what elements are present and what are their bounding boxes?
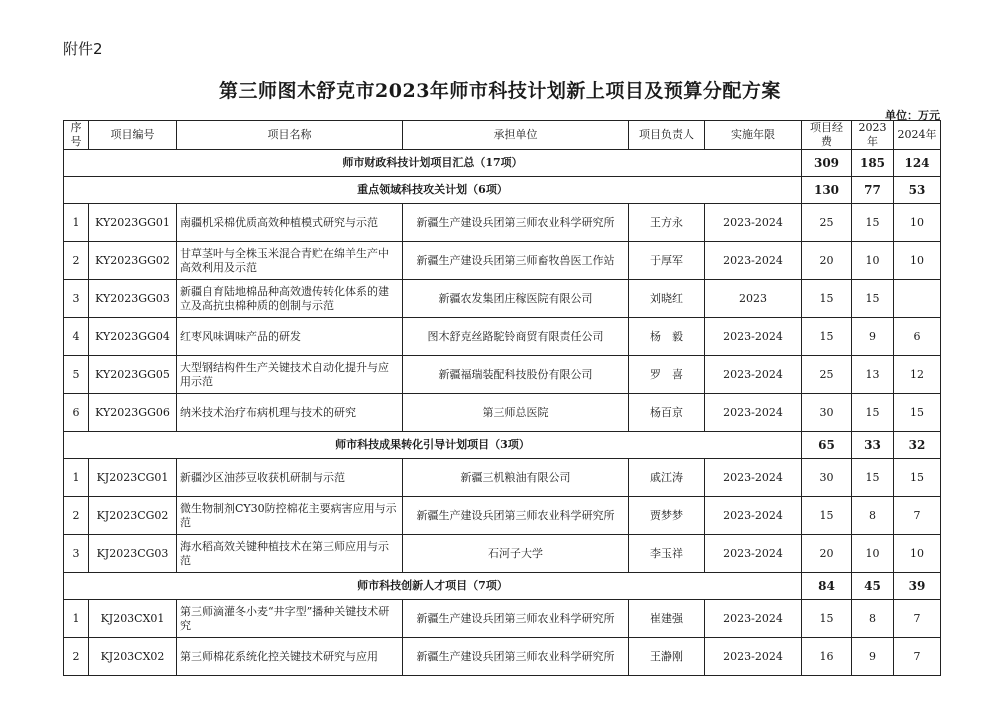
- cell-2024: 6: [894, 318, 941, 356]
- section-2024: 32: [894, 432, 941, 459]
- section-2023: 45: [852, 573, 894, 600]
- cell-2024: 10: [894, 204, 941, 242]
- cell-name: 第三师滴灌冬小麦“井字型”播种关键技术研究: [177, 600, 403, 638]
- budget-table: [63, 120, 941, 676]
- header-row: [64, 121, 941, 150]
- cell-2023: 15: [852, 459, 894, 497]
- cell-2023: 8: [852, 497, 894, 535]
- cell-leader: 王方永: [629, 204, 705, 242]
- cell-period: 2023-2024: [705, 600, 802, 638]
- cell-code: KY2023GG05: [89, 356, 177, 394]
- cell-leader: 刘晓红: [629, 280, 705, 318]
- cell-2024: 7: [894, 600, 941, 638]
- cell-leader: 于厚军: [629, 242, 705, 280]
- cell-name: 微生物制剂CY30防控棉花主要病害应用与示范: [177, 497, 403, 535]
- cell-total: 25: [802, 356, 852, 394]
- cell-unit: 第三师总医院: [403, 394, 629, 432]
- cell-2023: 15: [852, 204, 894, 242]
- summary-row: [64, 150, 941, 177]
- cell-no: 2: [64, 242, 89, 280]
- cell-unit: 新疆生产建设兵团第三师农业科学研究所: [403, 638, 629, 676]
- cell-total: 15: [802, 600, 852, 638]
- cell-code: KJ203CX01: [89, 600, 177, 638]
- cell-no: 1: [64, 459, 89, 497]
- cell-2024: 7: [894, 497, 941, 535]
- section-2023: 77: [852, 177, 894, 204]
- header-unit: 承担单位: [403, 121, 629, 150]
- cell-2023: 13: [852, 356, 894, 394]
- section-row: [64, 177, 941, 204]
- cell-code: KY2023GG03: [89, 280, 177, 318]
- cell-period: 2023-2024: [705, 204, 802, 242]
- header-code: 项目编号: [89, 121, 177, 150]
- cell-total: 15: [802, 497, 852, 535]
- header-no: 序号: [64, 121, 89, 150]
- summary-total: 309: [802, 150, 852, 177]
- section-2024: 39: [894, 573, 941, 600]
- table-row: [64, 204, 941, 242]
- section-total: 65: [802, 432, 852, 459]
- cell-2023: 15: [852, 280, 894, 318]
- cell-name: 新疆沙区油莎豆收获机研制与示范: [177, 459, 403, 497]
- cell-unit: 新疆生产建设兵团第三师畜牧兽医工作站: [403, 242, 629, 280]
- section-row: [64, 432, 941, 459]
- cell-2024: 10: [894, 535, 941, 573]
- table-row: [64, 497, 941, 535]
- header-period: 实施年限: [705, 121, 802, 150]
- cell-code: KJ2023CG01: [89, 459, 177, 497]
- cell-no: 3: [64, 280, 89, 318]
- cell-total: 20: [802, 535, 852, 573]
- cell-unit: 新疆生产建设兵团第三师农业科学研究所: [403, 600, 629, 638]
- header-total: 项目经费: [802, 121, 852, 150]
- cell-code: KY2023GG04: [89, 318, 177, 356]
- cell-2023: 9: [852, 318, 894, 356]
- cell-period: 2023-2024: [705, 356, 802, 394]
- cell-unit: 新疆生产建设兵团第三师农业科学研究所: [403, 204, 629, 242]
- cell-no: 4: [64, 318, 89, 356]
- header-2024: 2024年: [894, 121, 941, 150]
- summary-2024: 124: [894, 150, 941, 177]
- cell-leader: 杨 毅: [629, 318, 705, 356]
- section-label: 重点领域科技攻关计划（6项）: [64, 177, 802, 204]
- section-total: 130: [802, 177, 852, 204]
- table-row: [64, 394, 941, 432]
- cell-period: 2023-2024: [705, 638, 802, 676]
- table-row: [64, 459, 941, 497]
- cell-no: 1: [64, 600, 89, 638]
- cell-no: 1: [64, 204, 89, 242]
- cell-name: 红枣风味调味产品的研发: [177, 318, 403, 356]
- cell-name: 南疆机采棉优质高效种植模式研究与示范: [177, 204, 403, 242]
- cell-2023: 15: [852, 394, 894, 432]
- cell-code: KY2023GG06: [89, 394, 177, 432]
- table-row: [64, 638, 941, 676]
- header-name: 项目名称: [177, 121, 403, 150]
- cell-no: 5: [64, 356, 89, 394]
- cell-total: 30: [802, 459, 852, 497]
- summary-2023: 185: [852, 150, 894, 177]
- cell-name: 大型钢结构件生产关键技术自动化提升与应用示范: [177, 356, 403, 394]
- cell-2023: 9: [852, 638, 894, 676]
- cell-leader: 罗 喜: [629, 356, 705, 394]
- cell-code: KY2023GG02: [89, 242, 177, 280]
- cell-leader: 崔建强: [629, 600, 705, 638]
- cell-total: 16: [802, 638, 852, 676]
- cell-total: 20: [802, 242, 852, 280]
- cell-2024: 10: [894, 242, 941, 280]
- table-row: [64, 280, 941, 318]
- cell-name: 新疆自育陆地棉品种高效遗传转化体系的建立及高抗虫棉种质的创制与示范: [177, 280, 403, 318]
- cell-unit: 新疆生产建设兵团第三师农业科学研究所: [403, 497, 629, 535]
- cell-period: 2023-2024: [705, 497, 802, 535]
- table-row: [64, 600, 941, 638]
- cell-name: 海水稻高效关键种植技术在第三师应用与示范: [177, 535, 403, 573]
- cell-code: KJ2023CG02: [89, 497, 177, 535]
- cell-period: 2023-2024: [705, 394, 802, 432]
- cell-total: 15: [802, 318, 852, 356]
- table-row: [64, 242, 941, 280]
- cell-code: KJ203CX02: [89, 638, 177, 676]
- header-leader: 项目负责人: [629, 121, 705, 150]
- table-row: [64, 535, 941, 573]
- cell-no: 6: [64, 394, 89, 432]
- cell-2023: 8: [852, 600, 894, 638]
- cell-total: 15: [802, 280, 852, 318]
- section-label: 师市科技成果转化引导计划项目（3项）: [64, 432, 802, 459]
- cell-period: 2023-2024: [705, 318, 802, 356]
- cell-unit: 图木舒克丝路駝铃商贸有限责任公司: [403, 318, 629, 356]
- cell-2024: 12: [894, 356, 941, 394]
- cell-no: 2: [64, 638, 89, 676]
- cell-name: 第三师棉花系统化控关键技术研究与应用: [177, 638, 403, 676]
- cell-name: 甘草茎叶与全株玉米混合青贮在绵羊生产中高效利用及示范: [177, 242, 403, 280]
- unit-label: 单位：万元: [885, 109, 940, 122]
- attachment-label: 附件2: [63, 40, 103, 58]
- cell-unit: 新疆福瑞装配科技股份有限公司: [403, 356, 629, 394]
- section-total: 84: [802, 573, 852, 600]
- cell-2024: 15: [894, 394, 941, 432]
- section-2024: 53: [894, 177, 941, 204]
- cell-period: 2023-2024: [705, 535, 802, 573]
- cell-unit: 石河子大学: [403, 535, 629, 573]
- table-row: [64, 356, 941, 394]
- cell-code: KY2023GG01: [89, 204, 177, 242]
- cell-unit: 新疆农发集团庄稼医院有限公司: [403, 280, 629, 318]
- cell-total: 30: [802, 394, 852, 432]
- cell-2023: 10: [852, 242, 894, 280]
- cell-2024: 15: [894, 459, 941, 497]
- section-row: [64, 573, 941, 600]
- cell-leader: 杨百京: [629, 394, 705, 432]
- section-label: 师市科技创新人才项目（7项）: [64, 573, 802, 600]
- cell-2024: 7: [894, 638, 941, 676]
- cell-code: KJ2023CG03: [89, 535, 177, 573]
- cell-name: 纳米技术治疗布病机理与技术的研究: [177, 394, 403, 432]
- cell-total: 25: [802, 204, 852, 242]
- cell-no: 2: [64, 497, 89, 535]
- table-row: [64, 318, 941, 356]
- cell-leader: 贾梦梦: [629, 497, 705, 535]
- section-2023: 33: [852, 432, 894, 459]
- header-2023: 2023年: [852, 121, 894, 150]
- cell-period: 2023-2024: [705, 459, 802, 497]
- cell-no: 3: [64, 535, 89, 573]
- cell-leader: 李玉祥: [629, 535, 705, 573]
- cell-period: 2023: [705, 280, 802, 318]
- summary-label: 师市财政科技计划项目汇总（17项）: [64, 150, 802, 177]
- cell-2023: 10: [852, 535, 894, 573]
- page-title: 第三师图木舒克市2023年师市科技计划新上项目及预算分配方案: [219, 80, 781, 102]
- cell-leader: 王瀞刚: [629, 638, 705, 676]
- cell-leader: 戚江涛: [629, 459, 705, 497]
- cell-2024: [894, 280, 941, 318]
- cell-unit: 新疆三机粮油有限公司: [403, 459, 629, 497]
- cell-period: 2023-2024: [705, 242, 802, 280]
